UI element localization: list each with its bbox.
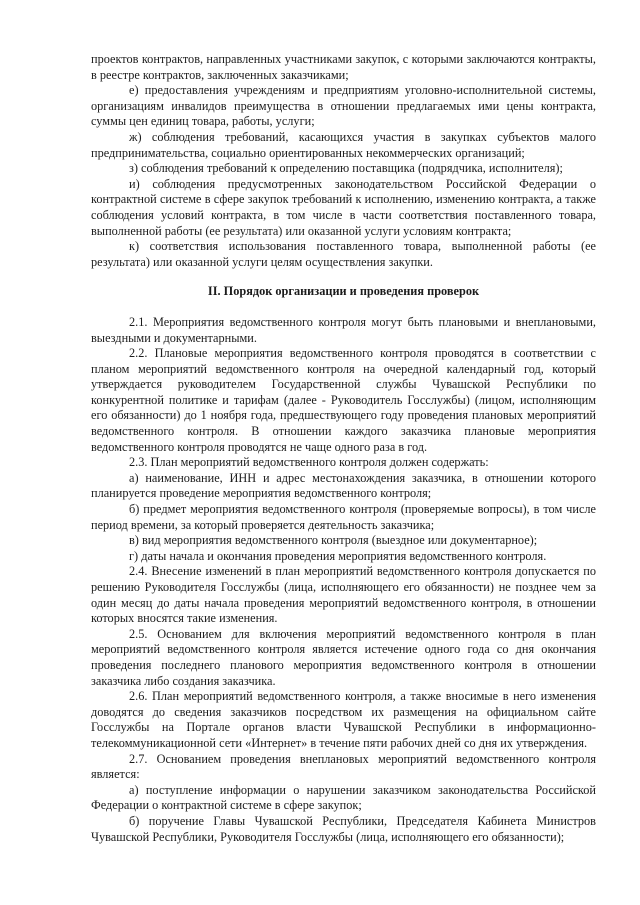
section-heading: II. Порядок организации и проведения проверок bbox=[207, 284, 480, 299]
paragraph-2-3-a: а) наименование, ИНН и адрес местонахождения заказчика, в отношении которого планируется проведение мероприятия ведомственного контроля; bbox=[91, 470, 596, 501]
document-page bbox=[91, 52, 596, 845]
paragraph-item-k: к) соответствия использования поставленного товара, выполненной работы (ее результата) или оказанной услуги целям осуществления закупки. bbox=[91, 239, 596, 269]
paragraph-2-7-b: б) поручение Главы Чувашской Республики, Председателя Кабинета Министров Чувашской Республики, Руководителя Госслужбы (лица, исполняющего его обязанности); bbox=[91, 813, 596, 844]
paragraph-2-5: 2.5. Основанием для включения мероприятий ведомственного контроля в план мероприятий ведомственного контроля является истечение одного года со дня окончания проведения последнего планового мероприятия ведомственного контроля в отношении заказчика либо создания заказчика. bbox=[91, 626, 596, 688]
paragraph-2-1: 2.1. Мероприятия ведомственного контроля могут быть плановыми и внеплановыми, выездными и документарными. bbox=[91, 314, 596, 345]
paragraph-2-7-a: а) поступление информации о нарушении заказчиком законодательства Российской Федерации о контрактной системе в сфере закупок; bbox=[91, 782, 596, 813]
paragraph-item-e: е) предоставления учреждениям и предприятиям уголовно-исполнительной системы, организациям инвалидов преимущества в отношении предлагаемых ими цены контракта, суммы цен единиц товара, работы, услуги; bbox=[91, 83, 596, 129]
paragraph-item-i: и) соблюдения предусмотренных законодательством Российской Федерации о контрактной системе в сфере закупок требований к исполнению, изменению контракта, а также соблюдения условий контракта, в том числе в части соответствия поставленного товара, выполненной работы (ее результата) или оказанной услуги условиям контракта; bbox=[91, 176, 596, 238]
paragraph-item-z: з) соблюдения требований к определению поставщика (подрядчика, исполнителя); bbox=[129, 161, 563, 176]
paragraph-2-4: 2.4. Внесение изменений в план мероприятий ведомственного контроля допускается по решению Руководителя Госслужбы (лица, исполняющего его обязанности) не позднее чем за один месяц до даты начала проведения мероприятий ведомственного контроля, в отношении которых вносятся такие изменения. bbox=[91, 564, 596, 626]
paragraph-2-3: 2.3. План мероприятий ведомственного контроля должен содержать: bbox=[129, 455, 489, 470]
paragraph-continuation: проектов контрактов, направленных участниками закупок, с которыми заключаются контракты, в реестре контрактов, заключенных заказчиками; bbox=[91, 52, 596, 82]
paragraph-item-zh: ж) соблюдения требований, касающихся участия в закупках субъектов малого предпринимательства, социально ориентированных некоммерческих организаций; bbox=[91, 129, 596, 160]
paragraph-2-3-b: б) предмет мероприятия ведомственного контроля (проверяемые вопросы), в том числе период времени, за который проверяется деятельность заказчика; bbox=[91, 502, 596, 532]
paragraph-2-7: 2.7. Основанием проведения внеплановых мероприятий ведомственного контроля является: bbox=[91, 751, 596, 782]
paragraph-2-6: 2.6. План мероприятий ведомственного контроля, а также вносимые в него изменения доводятся до сведения заказчиков посредством их размещения на официальном сайте Госслужбы на Портале органов власти Чувашской Республики в информационно-телекоммуникационной сети «Интернет» в течение пяти рабочих дней со дня их утверждения. bbox=[91, 689, 596, 750]
paragraph-2-2: 2.2. Плановые мероприятия ведомственного контроля проводятся в соответствии с планом мероприятий ведомственного контроля на очередной календарный год, который утверждается руководителем Государственной службы Чувашской Республики по конкурентной политике и тарифам (далее - Руководитель Госслужбы) (лицом, исполняющим его обязанности) до 1 ноября года, предшествующего году проведения плановых мероприятий ведомственного контроля. В отношении каждого заказчика плановые мероприятия ведомственного контроля проводятся не чаще одного раза в год. bbox=[91, 346, 596, 454]
paragraph-2-3-g: г) даты начала и окончания проведения мероприятия ведомственного контроля. bbox=[129, 548, 547, 563]
paragraph-2-3-v: в) вид мероприятия ведомственного контроля (выездное или документарное); bbox=[129, 533, 538, 548]
